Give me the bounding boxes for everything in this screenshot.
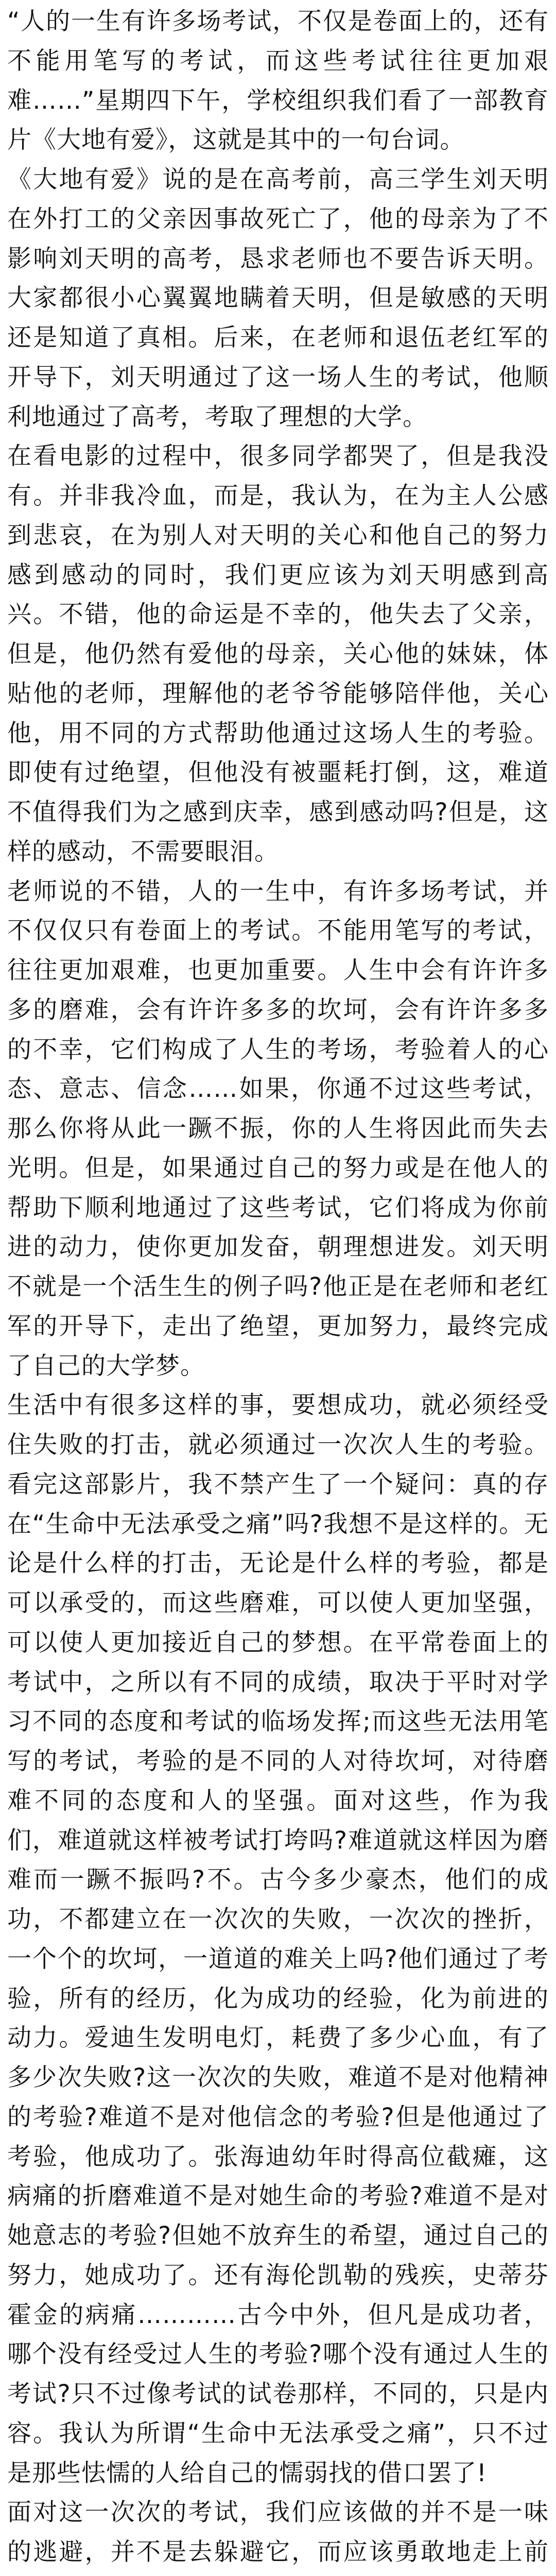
- paragraph-1: “人的一生有许多场考试，不仅是卷面上的，还有不能用笔写的考试，而这些考试往往更加艰难……”星期四下午，学校组织我们看了一部教育片《大地有爱》，这就是其中的一句台词。: [7, 7, 549, 155]
- paragraph-4: 老师说的不错，人的一生中，有许多场考试，并不仅仅只有卷面上的考试。不能用笔写的考试，往往更加艰难，也更加重要。人生中会有许许多多的磨难，会有许许多多的坎坷，会有许许多多的不幸，它们构成了人生的考场，考验着人的心态、意志、信念……如果，你通不过这些考试，那么你将从此一蹶不振，你的人生将因此而失去光明。但是，如果通过自己的努力或是在他人的帮助下顺利地通过了这些考试，它们将成为你前进的动力，使你更加发奋，朝理想进发。刘天明不就是一个活生生的例子吗?他正是在老师和老红军的开导下，走出了绝望，更加努力，最终完成了自己的大学梦。: [7, 877, 549, 1380]
- paragraph-6: 面对这一次次的考试，我们应该做的并不是一味的逃避，并不是去躲避它，而应该勇敢地走上前: [7, 2498, 549, 2566]
- paragraph-2: 《大地有爱》说的是在高考前，高三学生刘天明在外打工的父亲因事故死亡了，他的母亲为了不影响刘天明的高考，恳求老师也不要告诉天明。大家都很小心翼翼地瞒着天明，但是敏感的天明还是知道了真相。后来，在老师和退伍老红军的开导下，刘天明通过了这一场人生的考试，他顺利地通过了高考，考取了理想的大学。: [7, 165, 549, 431]
- paragraph-5: 生活中有很多这样的事，要想成功，就必须经受住失败的打击，就必须通过一次次人生的考验。看完这部影片，我不禁产生了一个疑问：真的存在“生命中无法承受之痛”吗?我想不是这样的。无论是什么样的打击，无论是什么样的考验，都是可以承受的，而这些磨难，可以使人更加坚强，可以使人更加接近自己的梦想。在平常卷面上的考试中，之所以有不同的成绩，取决于平时对学习不同的态度和考试的临场发挥;而这些无法用笔写的考试，考验的是不同的人对待坎坷，对待磨难不同的态度和人的坚强。面对这些，作为我们，难道就这样被考试打垮吗?难道就这样因为磨难而一蹶不振吗?不。古今多少豪杰，他们的成功，不都建立在一次次的失败，一次次的挫折，一个个的坎坷，一道道的难关上吗?他们通过了考验，所有的经历，化为成功的经验，化为前进的动力。爱迪生发明电灯，耗费了多少心血，有了多少次失败?这一次次的失败，难道不是对他精神的考验?难道不是对他信念的考验?但是他通过了考验，他成功了。张海迪幼年时得高位截瘫，这病痛的折磨难道不是对她生命的考验?难道不是对她意志的考验?但她不放弃生的希望，通过自己的努力，她成功了。还有海伦凯勒的残疾，史蒂芬霍金的病痛…………古今中外，但凡是成功者，哪个没有经受过人生的考验?哪个没有通过人生的考试?只不过像考试的试卷那样，不同的，只是内容。我认为所谓“生命中无法承受之痛”，只不过是那些怯懦的人给自己的懦弱找的借口罢了!: [7, 1391, 549, 2487]
- paragraph-3: 在看电影的过程中，很多同学都哭了，但是我没有。并非我冷血，而是，我认为，在为主人公感到悲哀，在为别人对天明的关心和他自己的努力感到感动的同时，我们更应该为刘天明感到高兴。不错，他的命运是不幸的，他失去了父亲，但是，他仍然有爱他的母亲，关心他的妹妹，体贴他的老师，理解他的老爷爷能够陪伴他，关心他，用不同的方式帮助他通过这场人生的考验。即使有过绝望，但他没有被噩耗打倒，这，难道不值得我们为之感到庆幸，感到感动吗?但是，这样的感动，不需要眼泪。: [7, 442, 549, 866]
